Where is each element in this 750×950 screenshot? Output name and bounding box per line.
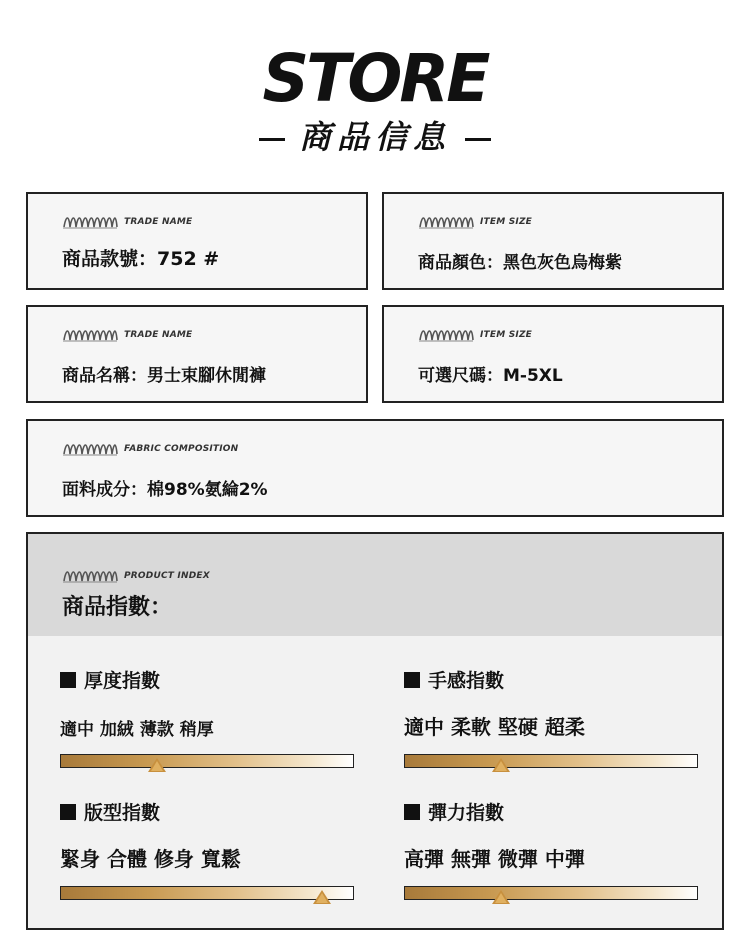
metric-title (404, 798, 704, 825)
metric-bar (60, 754, 354, 770)
dash-left (259, 138, 285, 141)
metric-thickness (60, 666, 360, 770)
metric-title (60, 666, 360, 693)
square-bullet-icon (404, 672, 420, 688)
spring-coil-icon (418, 327, 474, 343)
gradient-bar (404, 886, 698, 900)
subtitle-text: 商品信息 (298, 118, 451, 156)
brand-title: STORE (262, 40, 488, 117)
gradient-bar (404, 754, 698, 768)
metric-title-text: 手感指數 (428, 670, 505, 692)
metric-title-text: 厚度指數 (84, 670, 161, 692)
spring-coil-icon (62, 568, 118, 584)
metric-bar (404, 886, 698, 902)
info-box-size (382, 305, 724, 403)
spring-coil-icon (62, 327, 118, 343)
available-sizes: 可選尺碼：M-5XL (418, 366, 563, 386)
gradient-bar (60, 886, 354, 900)
info-box-style-no (26, 192, 368, 290)
gradient-bar (60, 754, 354, 768)
box-tag (62, 327, 192, 343)
style-number: 商品款號：752 # (62, 248, 220, 270)
metric-options: 適中 柔軟 堅硬 超柔 (404, 715, 585, 739)
metric-options: 適中 加絨 薄款 稍厚 (60, 720, 214, 740)
product-colors: 商品顏色：黑色灰色烏梅紫 (418, 253, 622, 273)
box-tag (62, 568, 210, 584)
spring-coil-icon (418, 214, 474, 230)
metric-feel (404, 666, 704, 770)
triangle-marker-icon (148, 758, 166, 772)
metric-bar (60, 886, 354, 902)
metric-elasticity (404, 798, 704, 902)
box-tag (418, 214, 532, 230)
metric-title-text: 彈力指數 (428, 802, 505, 824)
product-index-header (28, 534, 722, 636)
info-box-name (26, 305, 368, 403)
metric-options: 高彈 無彈 微彈 中彈 (404, 847, 585, 871)
metric-fit (60, 798, 360, 902)
section-subtitle (0, 112, 750, 158)
box-tag-text: ITEM SIZE (480, 330, 533, 340)
triangle-marker-icon (492, 758, 510, 772)
box-tag-text: TRADE NAME (124, 217, 193, 227)
metric-options: 緊身 合體 修身 寬鬆 (60, 847, 241, 871)
box-tag-text: TRADE NAME (124, 330, 193, 340)
metric-bar (404, 754, 698, 770)
product-index-panel (26, 532, 724, 930)
product-index-title: 商品指數： (62, 595, 173, 620)
metric-title-text: 版型指數 (84, 802, 161, 824)
fabric-composition: 面料成分：棉98%氨綸2% (62, 480, 268, 500)
box-tag-text: PRODUCT INDEX (124, 571, 210, 581)
info-box-color (382, 192, 724, 290)
dash-right (465, 138, 491, 141)
spring-coil-icon (62, 441, 118, 457)
box-tag-text: ITEM SIZE (480, 217, 533, 227)
square-bullet-icon (60, 804, 76, 820)
metric-title (404, 666, 704, 693)
box-tag (62, 214, 192, 230)
box-tag (62, 441, 238, 457)
square-bullet-icon (60, 672, 76, 688)
box-tag (418, 327, 532, 343)
info-box-fabric (26, 419, 724, 517)
box-tag-text: FABRIC COMPOSITION (124, 444, 239, 454)
spring-coil-icon (62, 214, 118, 230)
product-name: 商品名稱：男士束腳休閒褲 (62, 366, 266, 386)
triangle-marker-icon (313, 890, 331, 904)
metric-title (60, 798, 360, 825)
triangle-marker-icon (492, 890, 510, 904)
square-bullet-icon (404, 804, 420, 820)
